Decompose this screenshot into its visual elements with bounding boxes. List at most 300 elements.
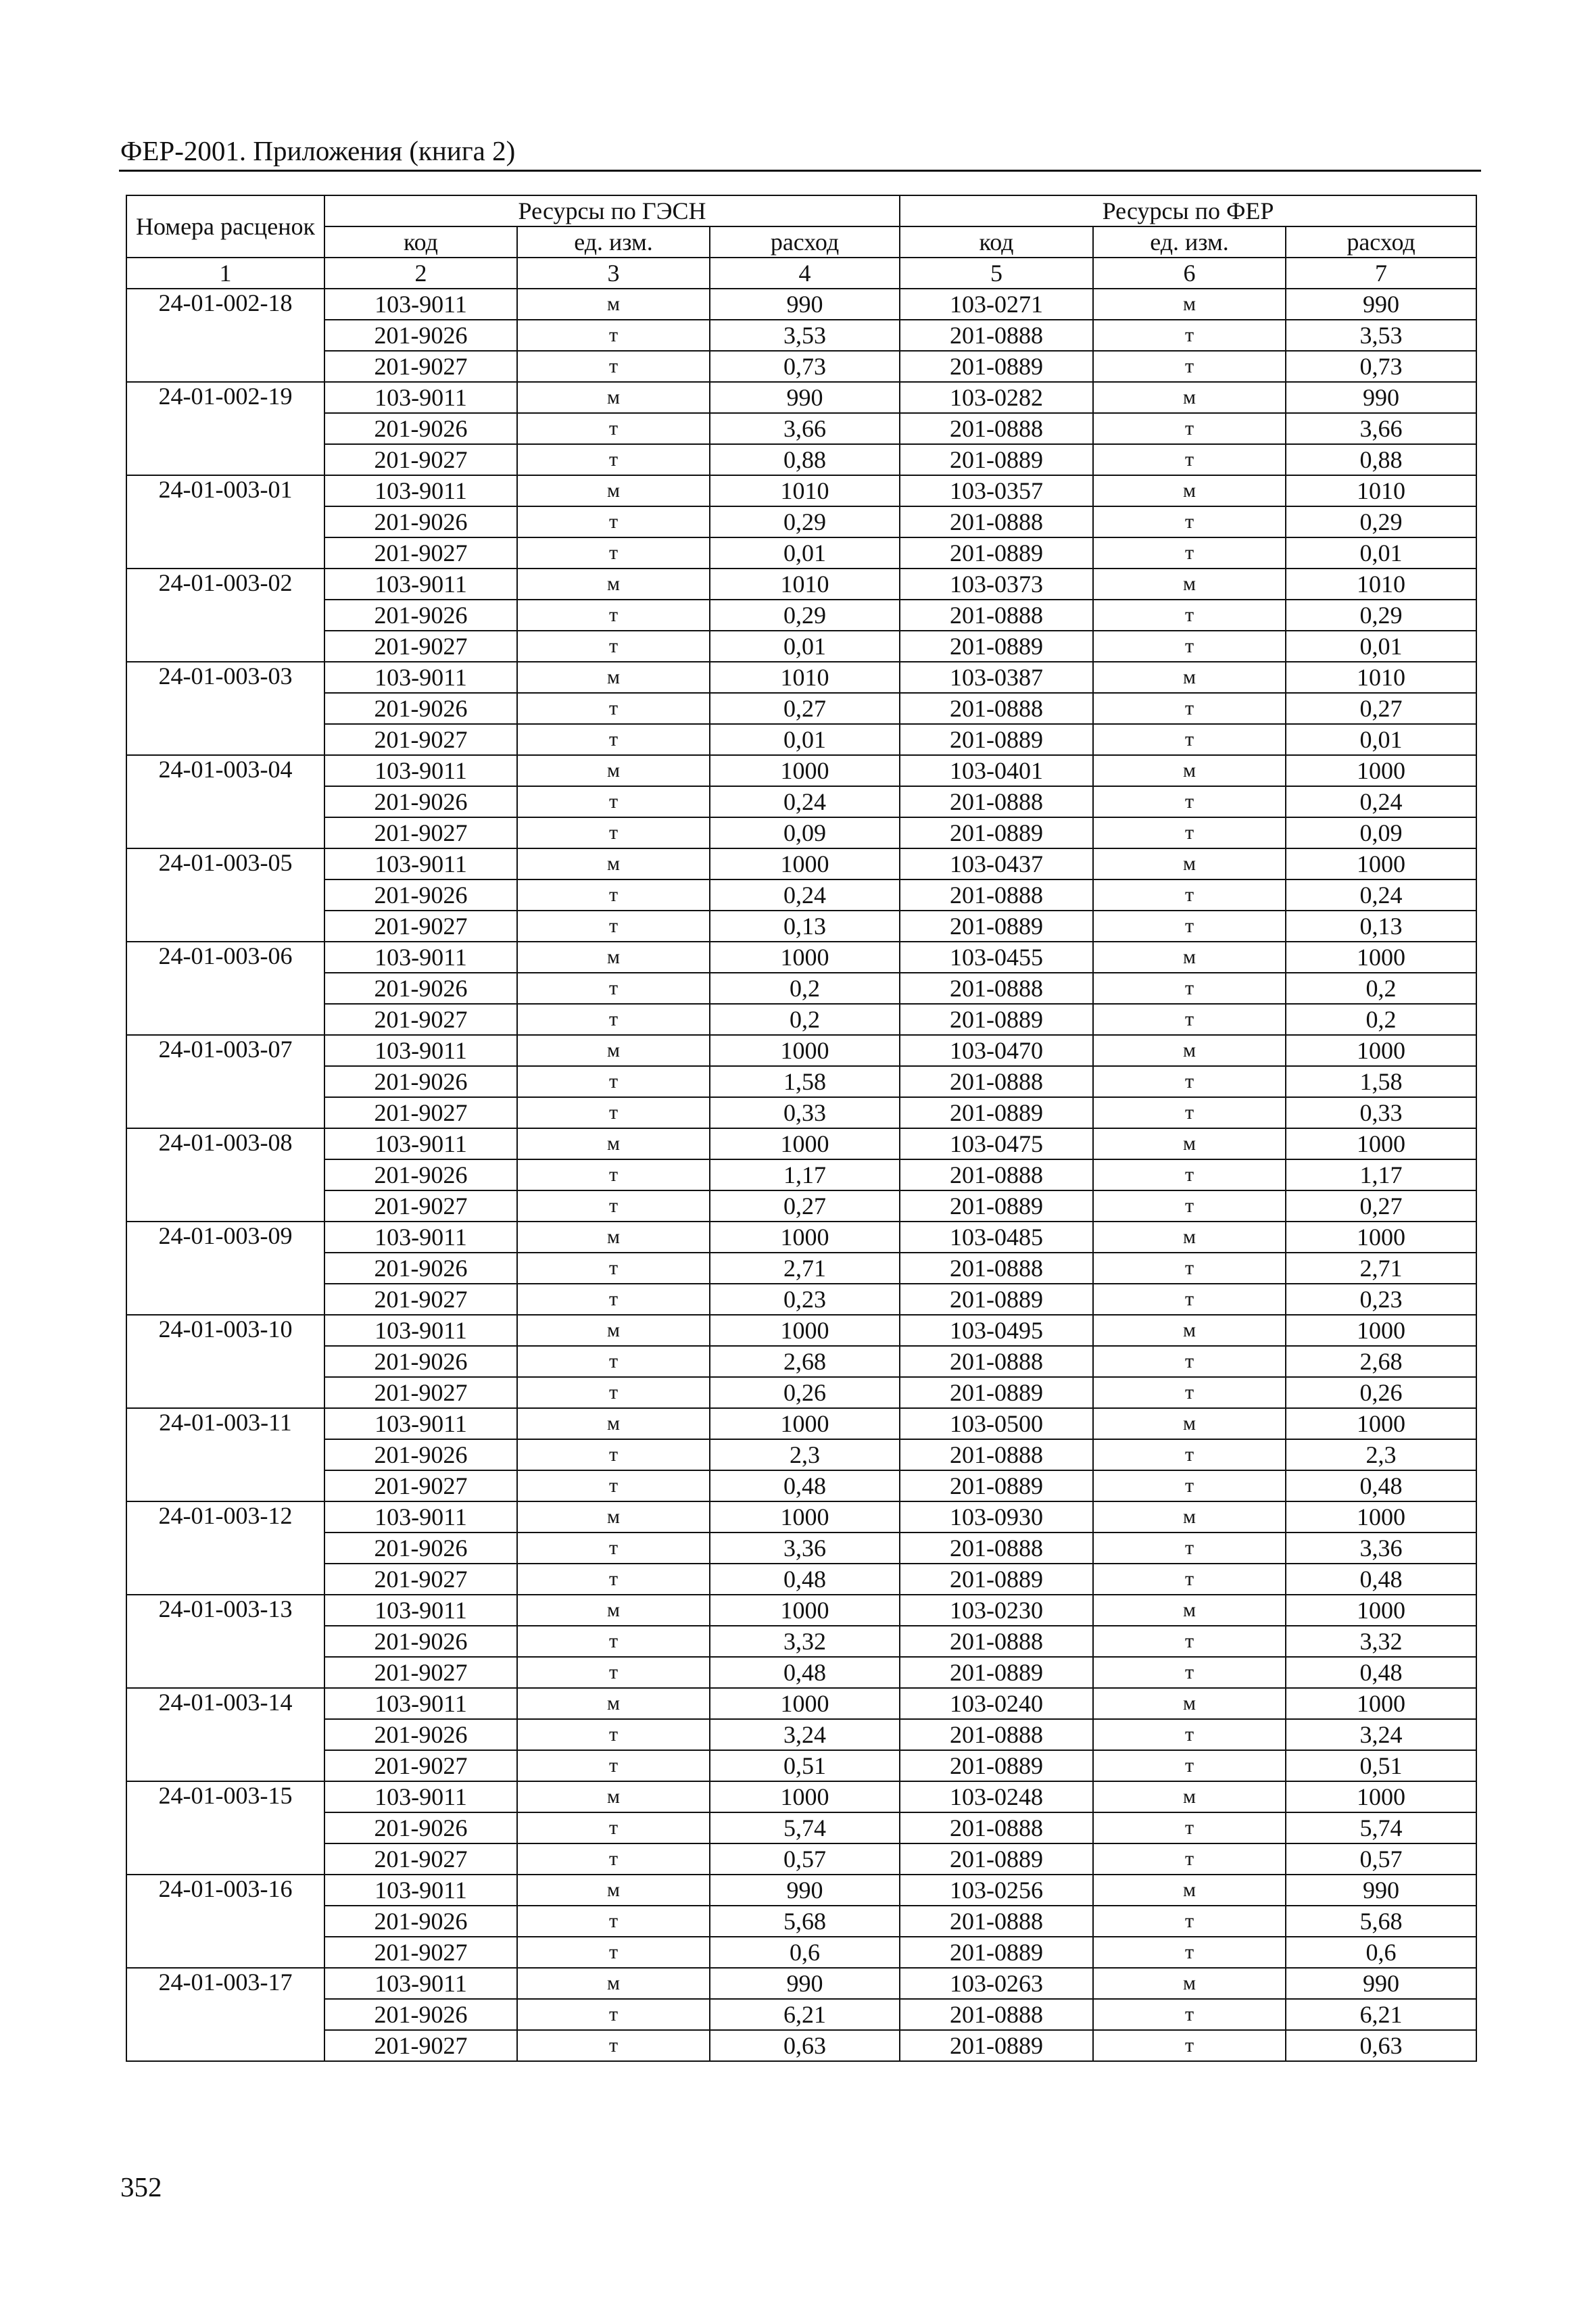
fer-code-cell: 103-0357	[900, 475, 1093, 506]
fer-unit-cell: м	[1093, 755, 1286, 786]
fer-consumption-cell: 0,01	[1286, 724, 1476, 755]
gesn-unit-cell: т	[517, 1626, 710, 1657]
fer-code-cell: 103-0256	[900, 1875, 1093, 1906]
fer-code-cell: 201-0889	[900, 1470, 1093, 1501]
fer-consumption-cell: 3,53	[1286, 320, 1476, 351]
fer-consumption-cell: 0,6	[1286, 1937, 1476, 1968]
table-row	[126, 506, 1476, 537]
gesn-code-cell: 103-9011	[324, 1222, 517, 1253]
resources-table	[126, 195, 1477, 2062]
table-row	[126, 1875, 1476, 1906]
fer-unit-cell: т	[1093, 537, 1286, 569]
table-row	[126, 693, 1476, 724]
fer-consumption-cell: 1000	[1286, 1128, 1476, 1159]
gesn-code-cell: 103-9011	[324, 569, 517, 600]
fer-code-cell: 103-0282	[900, 382, 1093, 413]
gesn-unit-cell: т	[517, 506, 710, 537]
fer-consumption-cell: 3,36	[1286, 1533, 1476, 1564]
table-row	[126, 1564, 1476, 1595]
fer-consumption-cell: 1000	[1286, 755, 1476, 786]
gesn-consumption-cell: 1000	[710, 1595, 900, 1626]
gesn-unit-cell: т	[517, 600, 710, 631]
fer-code-cell: 201-0889	[900, 1097, 1093, 1128]
table-row	[126, 1284, 1476, 1315]
gesn-code-cell: 201-9027	[324, 1657, 517, 1688]
fer-code-cell: 201-0888	[900, 786, 1093, 817]
table-row	[126, 1781, 1476, 1812]
table-row	[126, 320, 1476, 351]
fer-code-cell: 103-0455	[900, 942, 1093, 973]
gesn-code-cell: 103-9011	[324, 1688, 517, 1719]
fer-code-cell: 201-0888	[900, 1159, 1093, 1190]
gesn-code-cell: 201-9027	[324, 911, 517, 942]
header-rule	[119, 170, 1481, 172]
gesn-unit-cell: м	[517, 1408, 710, 1439]
fer-consumption-cell: 1010	[1286, 475, 1476, 506]
gesn-consumption-cell: 1,58	[710, 1066, 900, 1097]
gesn-code-cell: 201-9026	[324, 786, 517, 817]
gesn-unit-cell: м	[517, 1035, 710, 1066]
fer-consumption-cell: 2,68	[1286, 1346, 1476, 1377]
gesn-unit-cell: т	[517, 1719, 710, 1750]
gesn-unit-cell: т	[517, 1812, 710, 1843]
fer-code-cell: 103-0248	[900, 1781, 1093, 1812]
gesn-code-cell: 103-9011	[324, 1408, 517, 1439]
fer-unit-cell: т	[1093, 506, 1286, 537]
gesn-code-cell: 201-9026	[324, 1812, 517, 1843]
fer-code-cell: 201-0888	[900, 1999, 1093, 2030]
gesn-consumption-cell: 3,36	[710, 1533, 900, 1564]
gesn-consumption-cell: 1000	[710, 1781, 900, 1812]
gesn-code-cell: 201-9027	[324, 1843, 517, 1875]
rate-number-cell: 24-01-003-11	[126, 1408, 324, 1501]
gesn-consumption-cell: 1000	[710, 1408, 900, 1439]
table-row	[126, 1190, 1476, 1222]
gesn-unit-cell: м	[517, 1128, 710, 1159]
header-fer-unit: ед. изм.	[1093, 226, 1286, 258]
gesn-code-cell: 103-9011	[324, 1501, 517, 1533]
fer-consumption-cell: 1010	[1286, 569, 1476, 600]
gesn-code-cell: 103-9011	[324, 1875, 517, 1906]
gesn-code-cell: 201-9026	[324, 1439, 517, 1470]
gesn-unit-cell: м	[517, 1501, 710, 1533]
rate-number-cell: 24-01-002-18	[126, 289, 324, 382]
fer-consumption-cell: 0,88	[1286, 444, 1476, 475]
gesn-code-cell: 103-9011	[324, 475, 517, 506]
fer-code-cell: 103-0470	[900, 1035, 1093, 1066]
gesn-code-cell: 201-9026	[324, 1346, 517, 1377]
fer-code-cell: 103-0263	[900, 1968, 1093, 1999]
fer-consumption-cell: 0,01	[1286, 631, 1476, 662]
fer-consumption-cell: 990	[1286, 1968, 1476, 1999]
gesn-consumption-cell: 0,48	[710, 1657, 900, 1688]
fer-code-cell: 201-0888	[900, 1812, 1093, 1843]
table-row	[126, 1315, 1476, 1346]
gesn-code-cell: 201-9027	[324, 1750, 517, 1781]
gesn-consumption-cell: 2,3	[710, 1439, 900, 1470]
table-row	[126, 600, 1476, 631]
table-row	[126, 444, 1476, 475]
fer-code-cell: 201-0888	[900, 1906, 1093, 1937]
fer-code-cell: 201-0889	[900, 817, 1093, 848]
column-number: 5	[900, 258, 1093, 289]
gesn-unit-cell: т	[517, 1843, 710, 1875]
gesn-consumption-cell: 1,17	[710, 1159, 900, 1190]
gesn-consumption-cell: 0,13	[710, 911, 900, 942]
rate-number-cell: 24-01-003-17	[126, 1968, 324, 2061]
fer-consumption-cell: 1000	[1286, 1781, 1476, 1812]
fer-unit-cell: т	[1093, 786, 1286, 817]
gesn-consumption-cell: 0,01	[710, 724, 900, 755]
fer-consumption-cell: 1,58	[1286, 1066, 1476, 1097]
gesn-code-cell: 201-9027	[324, 1377, 517, 1408]
fer-consumption-cell: 3,32	[1286, 1626, 1476, 1657]
fer-unit-cell: т	[1093, 1906, 1286, 1937]
column-number: 1	[126, 258, 324, 289]
fer-unit-cell: м	[1093, 1501, 1286, 1533]
table-row	[126, 1253, 1476, 1284]
fer-unit-cell: м	[1093, 1781, 1286, 1812]
fer-unit-cell: т	[1093, 1066, 1286, 1097]
table-row	[126, 537, 1476, 569]
fer-code-cell: 201-0889	[900, 1937, 1093, 1968]
gesn-unit-cell: т	[517, 631, 710, 662]
fer-code-cell: 201-0888	[900, 320, 1093, 351]
gesn-code-cell: 201-9026	[324, 1533, 517, 1564]
table-row	[126, 1719, 1476, 1750]
gesn-consumption-cell: 0,23	[710, 1284, 900, 1315]
gesn-unit-cell: т	[517, 1906, 710, 1937]
fer-consumption-cell: 0,2	[1286, 1004, 1476, 1035]
fer-consumption-cell: 1000	[1286, 1688, 1476, 1719]
gesn-consumption-cell: 0,33	[710, 1097, 900, 1128]
fer-unit-cell: т	[1093, 1346, 1286, 1377]
header-fer-consumption: расход	[1286, 226, 1476, 258]
fer-code-cell: 201-0889	[900, 1750, 1093, 1781]
gesn-code-cell: 201-9027	[324, 351, 517, 382]
gesn-unit-cell: т	[517, 1159, 710, 1190]
fer-consumption-cell: 3,66	[1286, 413, 1476, 444]
gesn-consumption-cell: 1000	[710, 942, 900, 973]
fer-code-cell: 103-0475	[900, 1128, 1093, 1159]
fer-consumption-cell: 0,01	[1286, 537, 1476, 569]
gesn-unit-cell: т	[517, 1750, 710, 1781]
fer-consumption-cell: 1000	[1286, 1035, 1476, 1066]
gesn-unit-cell: т	[517, 351, 710, 382]
fer-unit-cell: т	[1093, 1657, 1286, 1688]
fer-unit-cell: т	[1093, 444, 1286, 475]
fer-code-cell: 103-0437	[900, 848, 1093, 879]
fer-unit-cell: м	[1093, 1595, 1286, 1626]
fer-unit-cell: м	[1093, 662, 1286, 693]
fer-code-cell: 201-0888	[900, 879, 1093, 911]
fer-unit-cell: т	[1093, 1470, 1286, 1501]
table-row	[126, 817, 1476, 848]
fer-unit-cell: т	[1093, 973, 1286, 1004]
gesn-unit-cell: т	[517, 2030, 710, 2061]
fer-code-cell: 201-0889	[900, 724, 1093, 755]
gesn-unit-cell: т	[517, 1937, 710, 1968]
gesn-code-cell: 201-9026	[324, 1066, 517, 1097]
fer-consumption-cell: 0,73	[1286, 351, 1476, 382]
fer-unit-cell: т	[1093, 1564, 1286, 1595]
gesn-code-cell: 103-9011	[324, 755, 517, 786]
header-fer-code: код	[900, 226, 1093, 258]
gesn-unit-cell: т	[517, 444, 710, 475]
fer-unit-cell: т	[1093, 911, 1286, 942]
fer-code-cell: 201-0888	[900, 1533, 1093, 1564]
gesn-code-cell: 103-9011	[324, 1968, 517, 1999]
fer-code-cell: 201-0889	[900, 2030, 1093, 2061]
table-row	[126, 569, 1476, 600]
gesn-unit-cell: т	[517, 1190, 710, 1222]
gesn-code-cell: 103-9011	[324, 942, 517, 973]
gesn-code-cell: 103-9011	[324, 1035, 517, 1066]
gesn-unit-cell: т	[517, 537, 710, 569]
fer-code-cell: 201-0888	[900, 1626, 1093, 1657]
table-row	[126, 1159, 1476, 1190]
gesn-code-cell: 103-9011	[324, 1595, 517, 1626]
header-gesn-unit: ед. изм.	[517, 226, 710, 258]
rate-number-cell: 24-01-003-03	[126, 662, 324, 755]
fer-unit-cell: т	[1093, 1533, 1286, 1564]
gesn-consumption-cell: 1000	[710, 1035, 900, 1066]
fer-unit-cell: м	[1093, 1128, 1286, 1159]
gesn-consumption-cell: 3,24	[710, 1719, 900, 1750]
fer-code-cell: 201-0889	[900, 1843, 1093, 1875]
fer-consumption-cell: 990	[1286, 289, 1476, 320]
fer-unit-cell: м	[1093, 1408, 1286, 1439]
gesn-consumption-cell: 0,48	[710, 1564, 900, 1595]
fer-unit-cell: м	[1093, 1688, 1286, 1719]
gesn-consumption-cell: 5,74	[710, 1812, 900, 1843]
table-row	[126, 1128, 1476, 1159]
table-row	[126, 1968, 1476, 1999]
gesn-code-cell: 201-9026	[324, 1159, 517, 1190]
fer-unit-cell: т	[1093, 1812, 1286, 1843]
table-row	[126, 911, 1476, 942]
fer-consumption-cell: 1010	[1286, 662, 1476, 693]
gesn-code-cell: 201-9026	[324, 600, 517, 631]
fer-unit-cell: т	[1093, 1190, 1286, 1222]
gesn-consumption-cell: 0,2	[710, 1004, 900, 1035]
rate-number-cell: 24-01-003-05	[126, 848, 324, 942]
gesn-unit-cell: м	[517, 382, 710, 413]
fer-consumption-cell: 1000	[1286, 1408, 1476, 1439]
gesn-consumption-cell: 3,53	[710, 320, 900, 351]
fer-consumption-cell: 0,29	[1286, 600, 1476, 631]
fer-unit-cell: т	[1093, 1159, 1286, 1190]
table-row	[126, 289, 1476, 320]
gesn-consumption-cell: 1000	[710, 1501, 900, 1533]
gesn-unit-cell: м	[517, 1315, 710, 1346]
header-row-column-numbers	[126, 258, 1476, 289]
fer-consumption-cell: 0,48	[1286, 1564, 1476, 1595]
gesn-consumption-cell: 1000	[710, 848, 900, 879]
fer-consumption-cell: 2,3	[1286, 1439, 1476, 1470]
gesn-unit-cell: т	[517, 973, 710, 1004]
fer-unit-cell: т	[1093, 879, 1286, 911]
table-row	[126, 1004, 1476, 1035]
header-gesn-code: код	[324, 226, 517, 258]
rate-number-cell: 24-01-003-01	[126, 475, 324, 569]
header-row-columns	[126, 226, 1476, 258]
table-row	[126, 1688, 1476, 1719]
gesn-code-cell: 201-9026	[324, 413, 517, 444]
gesn-consumption-cell: 0,73	[710, 351, 900, 382]
fer-unit-cell: т	[1093, 1719, 1286, 1750]
fer-unit-cell: т	[1093, 351, 1286, 382]
fer-code-cell: 103-0500	[900, 1408, 1093, 1439]
gesn-unit-cell: т	[517, 911, 710, 942]
fer-unit-cell: м	[1093, 848, 1286, 879]
fer-consumption-cell: 0,33	[1286, 1097, 1476, 1128]
rate-number-cell: 24-01-003-02	[126, 569, 324, 662]
gesn-unit-cell: т	[517, 786, 710, 817]
fer-unit-cell: т	[1093, 1843, 1286, 1875]
fer-consumption-cell: 0,09	[1286, 817, 1476, 848]
gesn-unit-cell: м	[517, 1968, 710, 1999]
table-body	[126, 289, 1476, 2061]
table-row	[126, 1750, 1476, 1781]
fer-code-cell: 201-0889	[900, 1377, 1093, 1408]
rate-number-cell: 24-01-003-07	[126, 1035, 324, 1128]
gesn-unit-cell: т	[517, 1253, 710, 1284]
fer-code-cell: 201-0889	[900, 631, 1093, 662]
fer-unit-cell: т	[1093, 1937, 1286, 1968]
column-number: 2	[324, 258, 517, 289]
fer-code-cell: 103-0271	[900, 289, 1093, 320]
fer-unit-cell: т	[1093, 1377, 1286, 1408]
gesn-unit-cell: т	[517, 1066, 710, 1097]
gesn-consumption-cell: 6,21	[710, 1999, 900, 2030]
fer-unit-cell: т	[1093, 1750, 1286, 1781]
gesn-unit-cell: м	[517, 1875, 710, 1906]
gesn-consumption-cell: 1010	[710, 475, 900, 506]
gesn-consumption-cell: 2,68	[710, 1346, 900, 1377]
fer-code-cell: 201-0889	[900, 1657, 1093, 1688]
fer-code-cell: 103-0930	[900, 1501, 1093, 1533]
fer-consumption-cell: 0,57	[1286, 1843, 1476, 1875]
gesn-consumption-cell: 0,2	[710, 973, 900, 1004]
gesn-consumption-cell: 5,68	[710, 1906, 900, 1937]
header-row-groups	[126, 195, 1476, 226]
column-number: 3	[517, 258, 710, 289]
gesn-consumption-cell: 0,27	[710, 1190, 900, 1222]
gesn-code-cell: 201-9026	[324, 1626, 517, 1657]
gesn-code-cell: 201-9027	[324, 2030, 517, 2061]
table-row	[126, 786, 1476, 817]
gesn-code-cell: 103-9011	[324, 848, 517, 879]
fer-code-cell: 201-0888	[900, 1066, 1093, 1097]
fer-unit-cell: м	[1093, 289, 1286, 320]
fer-consumption-cell: 990	[1286, 1875, 1476, 1906]
fer-consumption-cell: 3,24	[1286, 1719, 1476, 1750]
gesn-consumption-cell: 0,57	[710, 1843, 900, 1875]
table-row	[126, 631, 1476, 662]
gesn-unit-cell: м	[517, 1595, 710, 1626]
table-row	[126, 1470, 1476, 1501]
gesn-consumption-cell: 2,71	[710, 1253, 900, 1284]
fer-unit-cell: м	[1093, 1222, 1286, 1253]
fer-consumption-cell: 0,13	[1286, 911, 1476, 942]
rate-number-cell: 24-01-003-08	[126, 1128, 324, 1222]
fer-code-cell: 201-0888	[900, 1439, 1093, 1470]
fer-unit-cell: м	[1093, 475, 1286, 506]
rate-number-cell: 24-01-003-10	[126, 1315, 324, 1408]
fer-code-cell: 201-0888	[900, 973, 1093, 1004]
fer-code-cell: 201-0889	[900, 1284, 1093, 1315]
fer-unit-cell: т	[1093, 1626, 1286, 1657]
gesn-code-cell: 103-9011	[324, 289, 517, 320]
fer-code-cell: 201-0888	[900, 413, 1093, 444]
running-title: ФЕР-2001. Приложения (книга 2)	[120, 135, 516, 166]
header-rate-number: Номера расценок	[126, 195, 324, 258]
gesn-unit-cell: м	[517, 662, 710, 693]
table-row	[126, 351, 1476, 382]
table-row	[126, 942, 1476, 973]
gesn-consumption-cell: 0,63	[710, 2030, 900, 2061]
rate-number-cell: 24-01-003-09	[126, 1222, 324, 1315]
fer-code-cell: 201-0888	[900, 1253, 1093, 1284]
fer-consumption-cell: 0,26	[1286, 1377, 1476, 1408]
table-row	[126, 1035, 1476, 1066]
header-gesn-group: Ресурсы по ГЭСН	[324, 195, 900, 226]
table-row	[126, 475, 1476, 506]
gesn-consumption-cell: 3,32	[710, 1626, 900, 1657]
fer-consumption-cell: 1,17	[1286, 1159, 1476, 1190]
gesn-unit-cell: м	[517, 1688, 710, 1719]
fer-unit-cell: т	[1093, 413, 1286, 444]
fer-code-cell: 103-0485	[900, 1222, 1093, 1253]
gesn-unit-cell: т	[517, 1377, 710, 1408]
gesn-code-cell: 103-9011	[324, 662, 517, 693]
fer-consumption-cell: 1000	[1286, 848, 1476, 879]
gesn-code-cell: 103-9011	[324, 1315, 517, 1346]
gesn-code-cell: 201-9027	[324, 1097, 517, 1128]
fer-unit-cell: т	[1093, 1004, 1286, 1035]
table-row	[126, 662, 1476, 693]
fer-code-cell: 103-0240	[900, 1688, 1093, 1719]
table-row	[126, 1843, 1476, 1875]
fer-unit-cell: т	[1093, 724, 1286, 755]
table-row	[126, 1906, 1476, 1937]
fer-consumption-cell: 0,27	[1286, 1190, 1476, 1222]
fer-unit-cell: т	[1093, 2030, 1286, 2061]
table-row	[126, 755, 1476, 786]
fer-consumption-cell: 0,63	[1286, 2030, 1476, 2061]
fer-code-cell: 201-0889	[900, 444, 1093, 475]
table-row	[126, 1595, 1476, 1626]
gesn-consumption-cell: 3,66	[710, 413, 900, 444]
gesn-code-cell: 201-9027	[324, 537, 517, 569]
gesn-consumption-cell: 0,01	[710, 537, 900, 569]
table-row	[126, 1066, 1476, 1097]
fer-code-cell: 103-0495	[900, 1315, 1093, 1346]
fer-consumption-cell: 0,27	[1286, 693, 1476, 724]
fer-consumption-cell: 0,48	[1286, 1470, 1476, 1501]
gesn-unit-cell: т	[517, 1470, 710, 1501]
rate-number-cell: 24-01-003-15	[126, 1781, 324, 1875]
gesn-code-cell: 201-9027	[324, 631, 517, 662]
table-row	[126, 1533, 1476, 1564]
fer-code-cell: 201-0889	[900, 911, 1093, 942]
gesn-unit-cell: т	[517, 1439, 710, 1470]
gesn-consumption-cell: 990	[710, 1875, 900, 1906]
fer-unit-cell: т	[1093, 1097, 1286, 1128]
gesn-unit-cell: т	[517, 693, 710, 724]
gesn-code-cell: 201-9026	[324, 973, 517, 1004]
